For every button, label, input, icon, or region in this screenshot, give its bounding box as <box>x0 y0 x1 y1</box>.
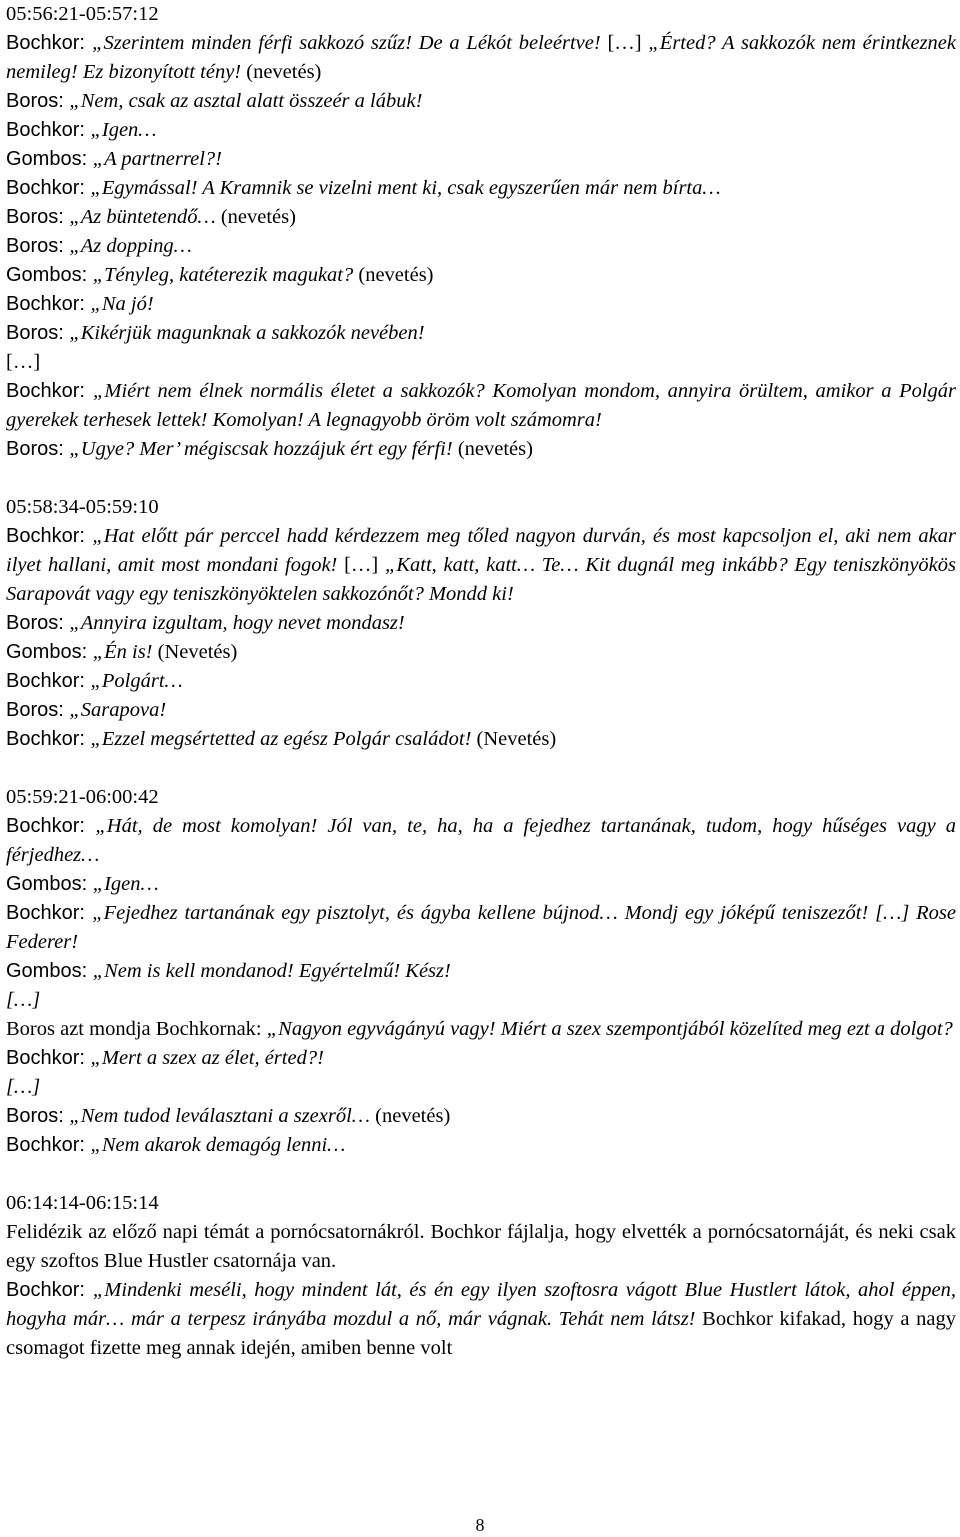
dialogue-line <box>6 377 956 435</box>
narration-text: […] <box>344 554 385 576</box>
quote-text: […] <box>6 989 41 1011</box>
dialogue-line <box>6 232 956 261</box>
quote-text: „Tényleg, katéterezik magukat? <box>92 264 359 286</box>
quote-text: „Nagyon egyvágányú vagy! Miért a szex szempontjából közelíted meg ezt a dolgot? <box>266 1018 953 1040</box>
dialogue-line <box>6 957 956 986</box>
dialogue-line <box>6 203 956 232</box>
section-gap <box>6 754 956 783</box>
speaker-label: Bochkor: <box>6 119 91 141</box>
dialogue-line <box>6 899 956 957</box>
quote-text: „Mindenki meséli, hogy mindent lát, és én egy ilyen szoftosra vágott Blue Hustlert látok, ahol éppen, hogyha már… már a terpesz irányába mozdul a nő, már vágnak. Tehát nem látsz! <box>6 1279 956 1330</box>
dialogue-line <box>6 1073 956 1102</box>
speaker-label: Boros: <box>6 322 70 344</box>
speaker-label: Bochkor: <box>6 525 93 547</box>
quote-text: „Kikérjük magunknak a sakkozók nevében! <box>69 322 425 344</box>
narration-text: (nevetés) <box>375 1105 451 1127</box>
speaker-label: Gombos: <box>6 148 93 170</box>
dialogue-line <box>6 986 956 1015</box>
quote-text: „Miért nem élnek normális életet a sakkozók? Komolyan mondom, annyira örültem, amikor a Polgár gyerekek terhesek lettek! Komolyan! A legnagyobb öröm volt számomra! <box>6 380 957 431</box>
quote-text: „Annyira izgultam, hogy nevet mondasz! <box>69 612 405 634</box>
dialogue-line <box>6 290 956 319</box>
dialogue-line <box>6 609 956 638</box>
speaker-label: Bochkor: <box>6 902 93 924</box>
quote-text: „Az büntetendő… <box>69 206 221 228</box>
dialogue-line <box>6 638 956 667</box>
speaker-label: Gombos: <box>6 873 93 895</box>
speaker-label: Bochkor: <box>6 177 91 199</box>
quote-text: „Sarapova! <box>69 699 167 721</box>
dialogue-line <box>6 725 956 754</box>
page-number: 8 <box>475 1515 485 1535</box>
transcript-section <box>6 1189 956 1363</box>
quote-text: „Igen… <box>90 119 157 141</box>
speaker-label: Boros: <box>6 1105 70 1127</box>
dialogue-line <box>6 29 956 87</box>
speaker-label: Boros: <box>6 206 70 228</box>
speaker-label: Bochkor: <box>6 728 91 750</box>
quote-text: „Szerintem minden férfi sakkozó szűz! De a Lékót beleértve! <box>92 32 608 54</box>
dialogue-line <box>6 116 956 145</box>
speaker-label: Boros: <box>6 438 70 460</box>
section-gap <box>6 1160 956 1189</box>
speaker-label: Bochkor: <box>6 293 91 315</box>
speaker-label: Gombos: <box>6 264 93 286</box>
quote-text: „Polgárt… <box>90 670 183 692</box>
transcript-section <box>6 783 956 1160</box>
dialogue-line <box>6 667 956 696</box>
dialogue-line <box>6 1276 956 1363</box>
quote-text: „Én is! <box>92 641 158 663</box>
quote-text: „Nem is kell mondanod! Egyértelmű! Kész! <box>92 960 451 982</box>
transcript-page <box>6 0 956 1363</box>
speaker-label: Boros: <box>6 699 70 721</box>
speaker-label: Gombos: <box>6 641 93 663</box>
narration-text: […] <box>6 351 41 373</box>
dialogue-line <box>6 812 956 870</box>
timestamp: 05:56:21-05:57:12 <box>6 3 159 25</box>
speaker-label: Bochkor: <box>6 32 93 54</box>
speaker-label: Boros: <box>6 612 70 634</box>
transcript-section <box>6 0 956 464</box>
narration-text: Boros azt mondja Bochkornak: <box>6 1018 267 1040</box>
speaker-label: Bochkor: <box>6 1134 91 1156</box>
dialogue-line <box>6 1131 956 1160</box>
dialogue-line <box>6 319 956 348</box>
quote-text: „Katt, katt, katt… Te… Kit dugnál meg inkább? Egy teniszkönyökös Sarapovát vagy egy teniszkönyöktelen sakkozónőt? Mondd ki! <box>6 554 956 605</box>
quote-text: „Nem, csak az asztal alatt összeér a lábuk! <box>69 90 423 112</box>
transcript-section <box>6 493 956 754</box>
quote-text: „Nem tudod leválasztani a szexről… <box>69 1105 376 1127</box>
dialogue-line <box>6 145 956 174</box>
dialogue-line <box>6 174 956 203</box>
quote-text: „Igen… <box>92 873 159 895</box>
narration-text: (Nevetés) <box>476 728 557 750</box>
quote-text: „Na jó! <box>90 293 154 315</box>
narration-text: (nevetés) <box>457 438 533 460</box>
dialogue-line <box>6 348 956 377</box>
quote-text: „Mert a szex az élet, érted?! <box>90 1047 324 1069</box>
narration-text: (nevetés) <box>246 61 322 83</box>
dialogue-line <box>6 696 956 725</box>
dialogue-line <box>6 1015 956 1044</box>
dialogue-line <box>6 522 956 609</box>
dialogue-line <box>6 1044 956 1073</box>
narration-text: Felidézik az előző napi témát a pornócsatornákról. Bochkor fájlalja, hogy elvették a pornócsatornáját, és neki csak egy szoftos Blue Hustler csatornája van. <box>6 1221 956 1272</box>
timestamp: 05:58:34-05:59:10 <box>6 496 159 518</box>
dialogue-line <box>6 1102 956 1131</box>
dialogue-line <box>6 435 956 464</box>
dialogue-line <box>6 261 956 290</box>
speaker-label: Bochkor: <box>6 815 96 837</box>
dialogue-line <box>6 1218 956 1276</box>
timestamp: 05:59:21-06:00:42 <box>6 786 159 808</box>
narration-text: (nevetés) <box>358 264 434 286</box>
quote-text: „Az dopping… <box>69 235 192 257</box>
dialogue-line <box>6 87 956 116</box>
narration-text: Bochkor kifakad, hogy a nagy csomagot fizette meg annak idején, amiben benne volt <box>6 1308 956 1359</box>
speaker-label: Boros: <box>6 90 70 112</box>
section-gap <box>6 464 956 493</box>
timestamp: 06:14:14-06:15:14 <box>6 1192 159 1214</box>
speaker-label: Boros: <box>6 235 70 257</box>
quote-text: „Ugye? Mer’ mégiscsak hozzájuk ért egy férfi! <box>69 438 458 460</box>
quote-text: „Fejedhez tartanának egy pisztolyt, és ágyba kellene bújnod… Mondj egy jóképű teniszezőt! […] Rose Federer! <box>6 902 956 953</box>
quote-text: […] <box>6 1076 41 1098</box>
quote-text: „Egymással! A Kramnik se vizelni ment ki, csak egyszerűen már nem bírta… <box>90 177 721 199</box>
speaker-label: Bochkor: <box>6 670 91 692</box>
quote-text: „Érted? A sakkozók nem érintkeznek nemileg! Ez bizonyított tény! <box>6 32 956 83</box>
speaker-label: Bochkor: <box>6 380 93 402</box>
quote-text: „Nem akarok demagóg lenni… <box>90 1134 346 1156</box>
quote-text: „A partnerrel?! <box>92 148 222 170</box>
quote-text: „Hát, de most komolyan! Jól van, te, ha, ha a fejedhez tartanának, tudom, hogy hűséges vagy a férjedhez… <box>6 815 957 866</box>
narration-text: (Nevetés) <box>157 641 238 663</box>
speaker-label: Bochkor: <box>6 1047 91 1069</box>
dialogue-line <box>6 870 956 899</box>
speaker-label: Gombos: <box>6 960 93 982</box>
narration-text: (nevetés) <box>220 206 296 228</box>
narration-text: […] <box>607 32 649 54</box>
quote-text: „Hat előtt pár perccel hadd kérdezzem meg tőled nagyon durván, és most kapcsoljon el, aki nem akar ilyet hallani, amit most mondani fogok! <box>6 525 956 576</box>
quote-text: „Ezzel megsértetted az egész Polgár családot! <box>90 728 477 750</box>
speaker-label: Bochkor: <box>6 1279 93 1301</box>
